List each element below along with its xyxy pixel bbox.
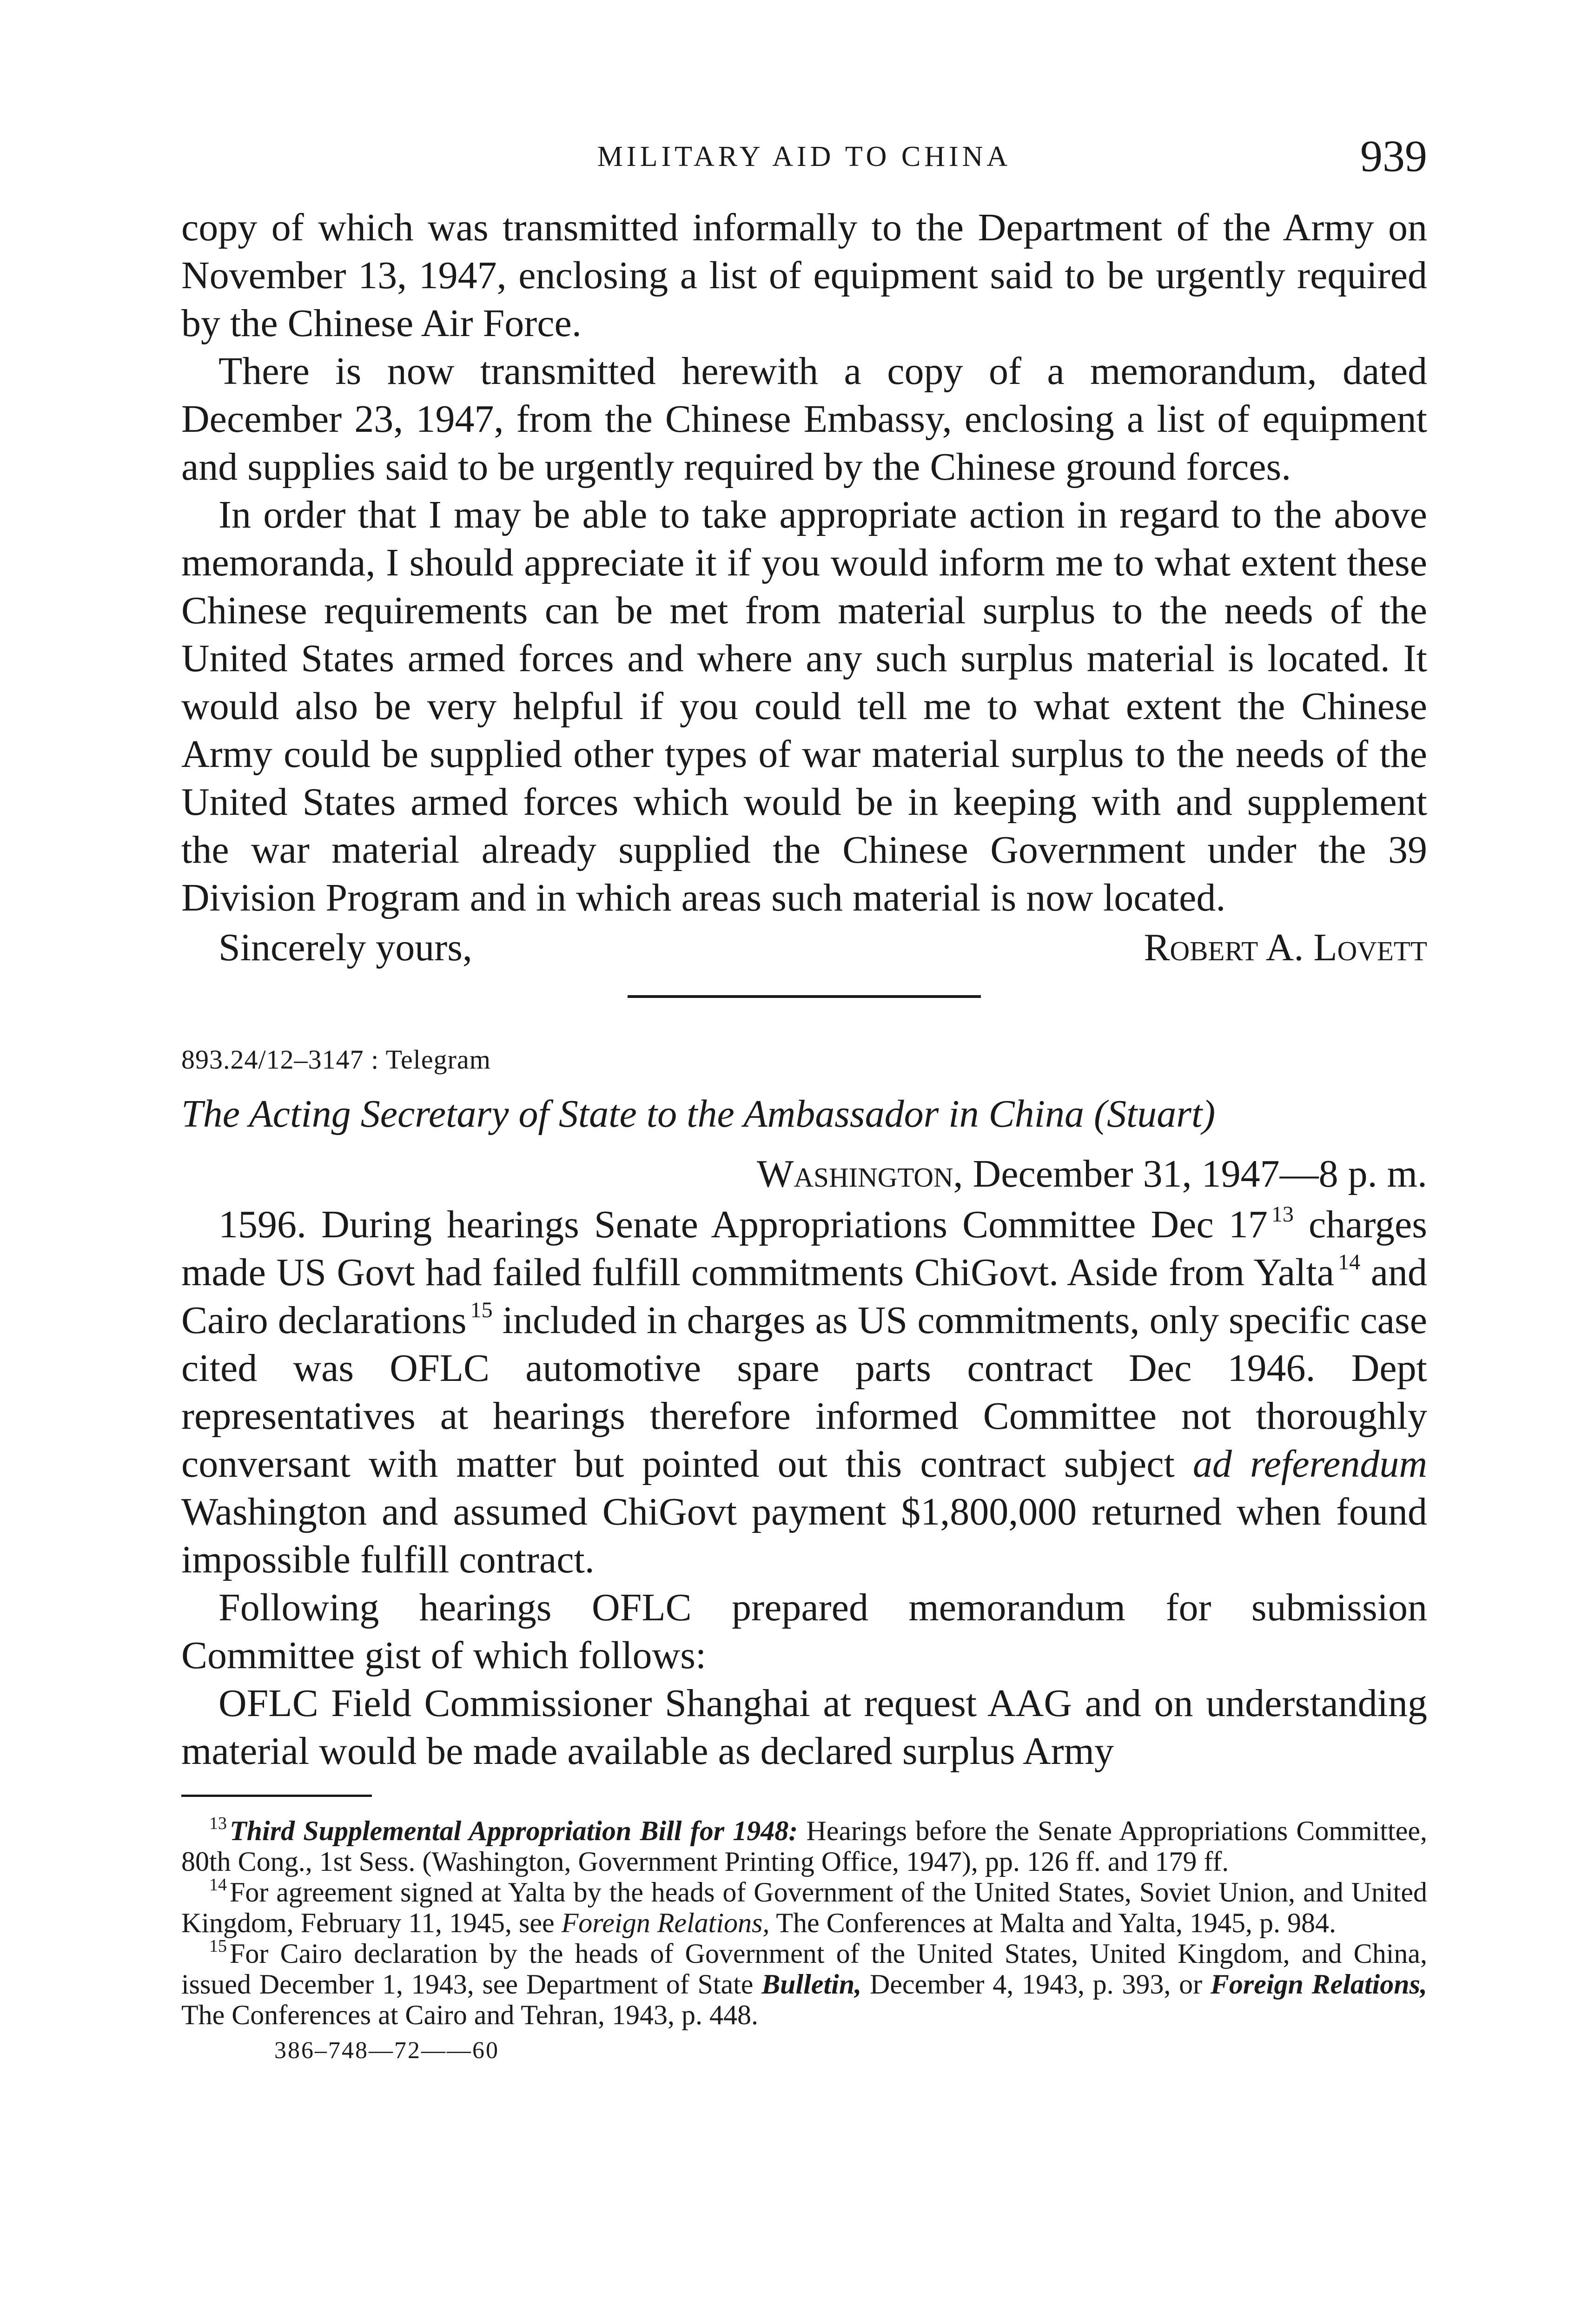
footnote-text: Hearings before the Senate Appropriations Committee, 80th Cong., 1st Sess. (Washington, Government Printing Office, 1947), pp. 126 ff. and 179 ff. <box>181 1816 1427 1877</box>
telegram-paragraph-2: Following hearings OFLC prepared memorandum for submission Committee gist of which follows: <box>181 1586 1427 1677</box>
letter-paragraph-3: In order that I may be able to take appropriate action in regard to the above memoranda, I should appreciate it if you would inform me to what extent these Chinese requirements can be met from material surplus to the needs of the United States armed forces and where any such surplus material is located. It would also be very helpful if you could tell me to what extent the Chinese Army could be supplied other types of war material surplus to the needs of the United States armed forces which would be in keeping with and supplement the war material already supplied the Chinese Government under the 39 Division Program and in which areas such material is now located. <box>181 493 1427 919</box>
footnote-text: December 4, 1943, p. 393, or <box>861 1969 1211 2000</box>
document-heading: The Acting Secretary of State to the Ambassador in China (Stuart) <box>181 1092 1216 1136</box>
dateline-place: Washington, <box>757 1152 963 1195</box>
footnote-marker-13: 13 <box>1271 1202 1294 1227</box>
letter-paragraph-1: copy of which was transmitted informally to the Department of the Army on November 13, 1947, enclosing a list of equipment said to be urgently required by the Chinese Air Force. <box>181 206 1427 345</box>
footnote-15 <box>181 1938 1427 2030</box>
letter-closing <box>181 924 1427 975</box>
signature: Robert A. Lovett <box>1144 926 1427 969</box>
footnote-text: For agreement signed at Yalta by the heads of Government of the United States, Soviet Union, and United Kingdom, February 11, 1945, see <box>181 1877 1427 1938</box>
footnote-rule <box>181 1795 372 1797</box>
telegram-text: included in charges as US commitments, only specific case cited was OFLC automotive spare parts contract Dec 1946. Dept representatives at hearings therefore informed Committee not thoroughly conversant with matter but pointed out this contract subject <box>181 1299 1427 1486</box>
footnote-number: 13 <box>209 1814 227 1833</box>
footnote-14 <box>181 1877 1427 1938</box>
footnote-marker-15: 15 <box>470 1298 493 1322</box>
complimentary-close: Sincerely yours, <box>218 926 472 969</box>
running-head <box>181 130 1427 181</box>
file-reference: 893.24/12–3147 : Telegram <box>181 1044 491 1075</box>
footnote-title: Foreign Relations, <box>561 1908 770 1938</box>
dateline <box>181 1150 1427 1198</box>
footnote-text: The Conferences at Malta and Yalta, 1945, p. 984. <box>769 1908 1337 1938</box>
telegram-text: and Cairo declarations <box>181 1251 1427 1342</box>
printer-code: 386–748—72——60 <box>274 2037 499 2064</box>
latin-term: ad referendum <box>1192 1442 1427 1486</box>
footnote-title: Bulletin, <box>761 1969 862 2000</box>
footnote-text: The Conferences at Cairo and Tehran, 1943, p. 448. <box>181 2000 758 2030</box>
footnote-title: Foreign Relations, <box>1210 1969 1428 2000</box>
running-title: MILITARY AID TO CHINA <box>597 141 1012 172</box>
footnote-title: Third Supplemental Appropriation Bill for 1948: <box>230 1816 798 1846</box>
dateline-date: December 31, 1947—8 p. m. <box>963 1152 1427 1195</box>
telegram-text: 1596. During hearings Senate Appropriations Committee Dec 17 <box>218 1203 1268 1246</box>
page-number: 939 <box>1360 131 1427 181</box>
letter-paragraph-2: There is now transmitted herewith a copy of a memorandum, dated December 23, 1947, from the Chinese Embassy, enclosing a list of equipment and supplies said to be urgently required by the Chinese ground forces. <box>181 350 1427 489</box>
telegram-paragraph-3: OFLC Field Commissioner Shanghai at request AAG and on understanding material would be made available as declared surplus Army <box>181 1682 1427 1773</box>
footnote-text: For Cairo declaration by the heads of Government of the United States, United Kingdom, and China, issued December 1, 1943, see Department of State <box>181 1938 1427 2000</box>
telegram-text: Washington and assumed ChiGovt payment $1,800,000 returned when found impossible fulfill contract. <box>181 1490 1427 1581</box>
telegram-paragraph-1 <box>181 1201 1427 1584</box>
document-page <box>181 130 1427 2066</box>
telegram-text: charges made US Govt had failed fulfill commitments ChiGovt. Aside from Yalta <box>181 1203 1427 1294</box>
section-divider <box>628 995 981 998</box>
footnote-13 <box>181 1816 1427 1877</box>
footnote-number: 15 <box>209 1936 227 1956</box>
footnote-marker-14: 14 <box>1338 1250 1361 1274</box>
footnote-number: 14 <box>209 1875 227 1895</box>
